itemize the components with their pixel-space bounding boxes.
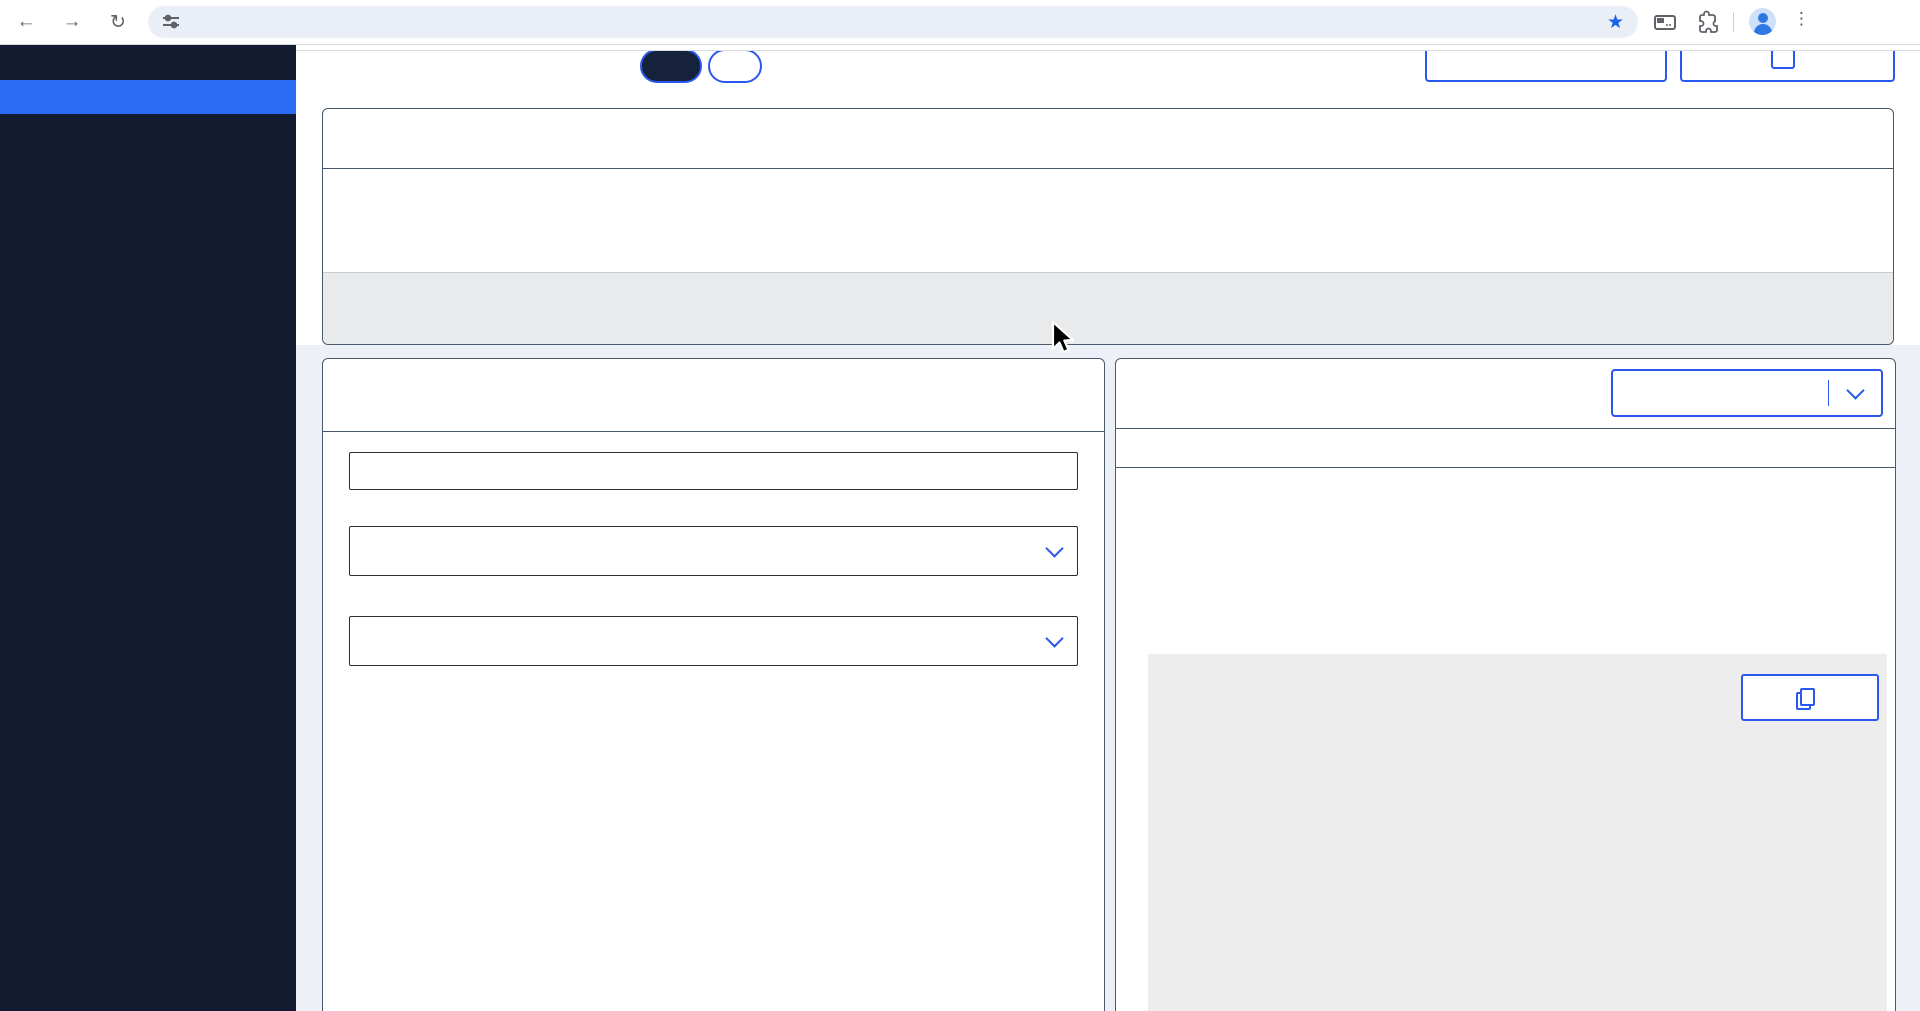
refresh-icon[interactable]: ↻ bbox=[110, 11, 126, 33]
terminal-icon bbox=[1771, 51, 1795, 69]
copy-button[interactable] bbox=[1741, 674, 1879, 721]
chevron-down-icon bbox=[1846, 381, 1864, 399]
request-builder-card bbox=[322, 358, 1105, 1011]
address-bar[interactable] bbox=[148, 6, 1638, 38]
sidebar-webhooks-section bbox=[0, 80, 296, 114]
see-language-sample-button[interactable] bbox=[1611, 369, 1883, 417]
main-content bbox=[296, 44, 1920, 1011]
beta-badge bbox=[708, 51, 762, 83]
back-icon[interactable]: ← bbox=[16, 11, 36, 32]
toolbar-divider bbox=[1733, 12, 1734, 32]
overview-card bbox=[322, 108, 1894, 345]
site-settings-tune-icon[interactable] bbox=[162, 13, 180, 31]
overview-title bbox=[323, 109, 1893, 169]
overview-text bbox=[323, 169, 1893, 186]
extensions-puzzle-icon[interactable] bbox=[1697, 10, 1721, 34]
browser-menu-icon[interactable]: ⋮ bbox=[1793, 9, 1810, 28]
profile-avatar[interactable] bbox=[1749, 8, 1776, 35]
chevron-down-icon bbox=[1045, 629, 1063, 647]
bookmark-star-icon[interactable]: ★ bbox=[1606, 11, 1624, 33]
copy-icon bbox=[1796, 688, 1814, 708]
url-input[interactable] bbox=[349, 452, 1078, 490]
code-line-numbers bbox=[1116, 654, 1148, 1011]
browser-toolbar bbox=[0, 0, 1920, 45]
live-console-card bbox=[1115, 358, 1896, 1011]
chevron-down-icon bbox=[1045, 539, 1063, 557]
download-api-spec-button[interactable] bbox=[1425, 51, 1667, 82]
overview-footer-band bbox=[323, 272, 1893, 344]
sample-request-select[interactable] bbox=[349, 526, 1078, 576]
payment-methods-icon[interactable] bbox=[1653, 10, 1677, 34]
method-badge-post bbox=[640, 51, 702, 83]
developer-guides-button[interactable] bbox=[1680, 51, 1895, 82]
forward-icon[interactable]: → bbox=[62, 11, 82, 32]
payment-processor-select[interactable] bbox=[349, 616, 1078, 666]
sidebar-nav bbox=[0, 44, 296, 1011]
